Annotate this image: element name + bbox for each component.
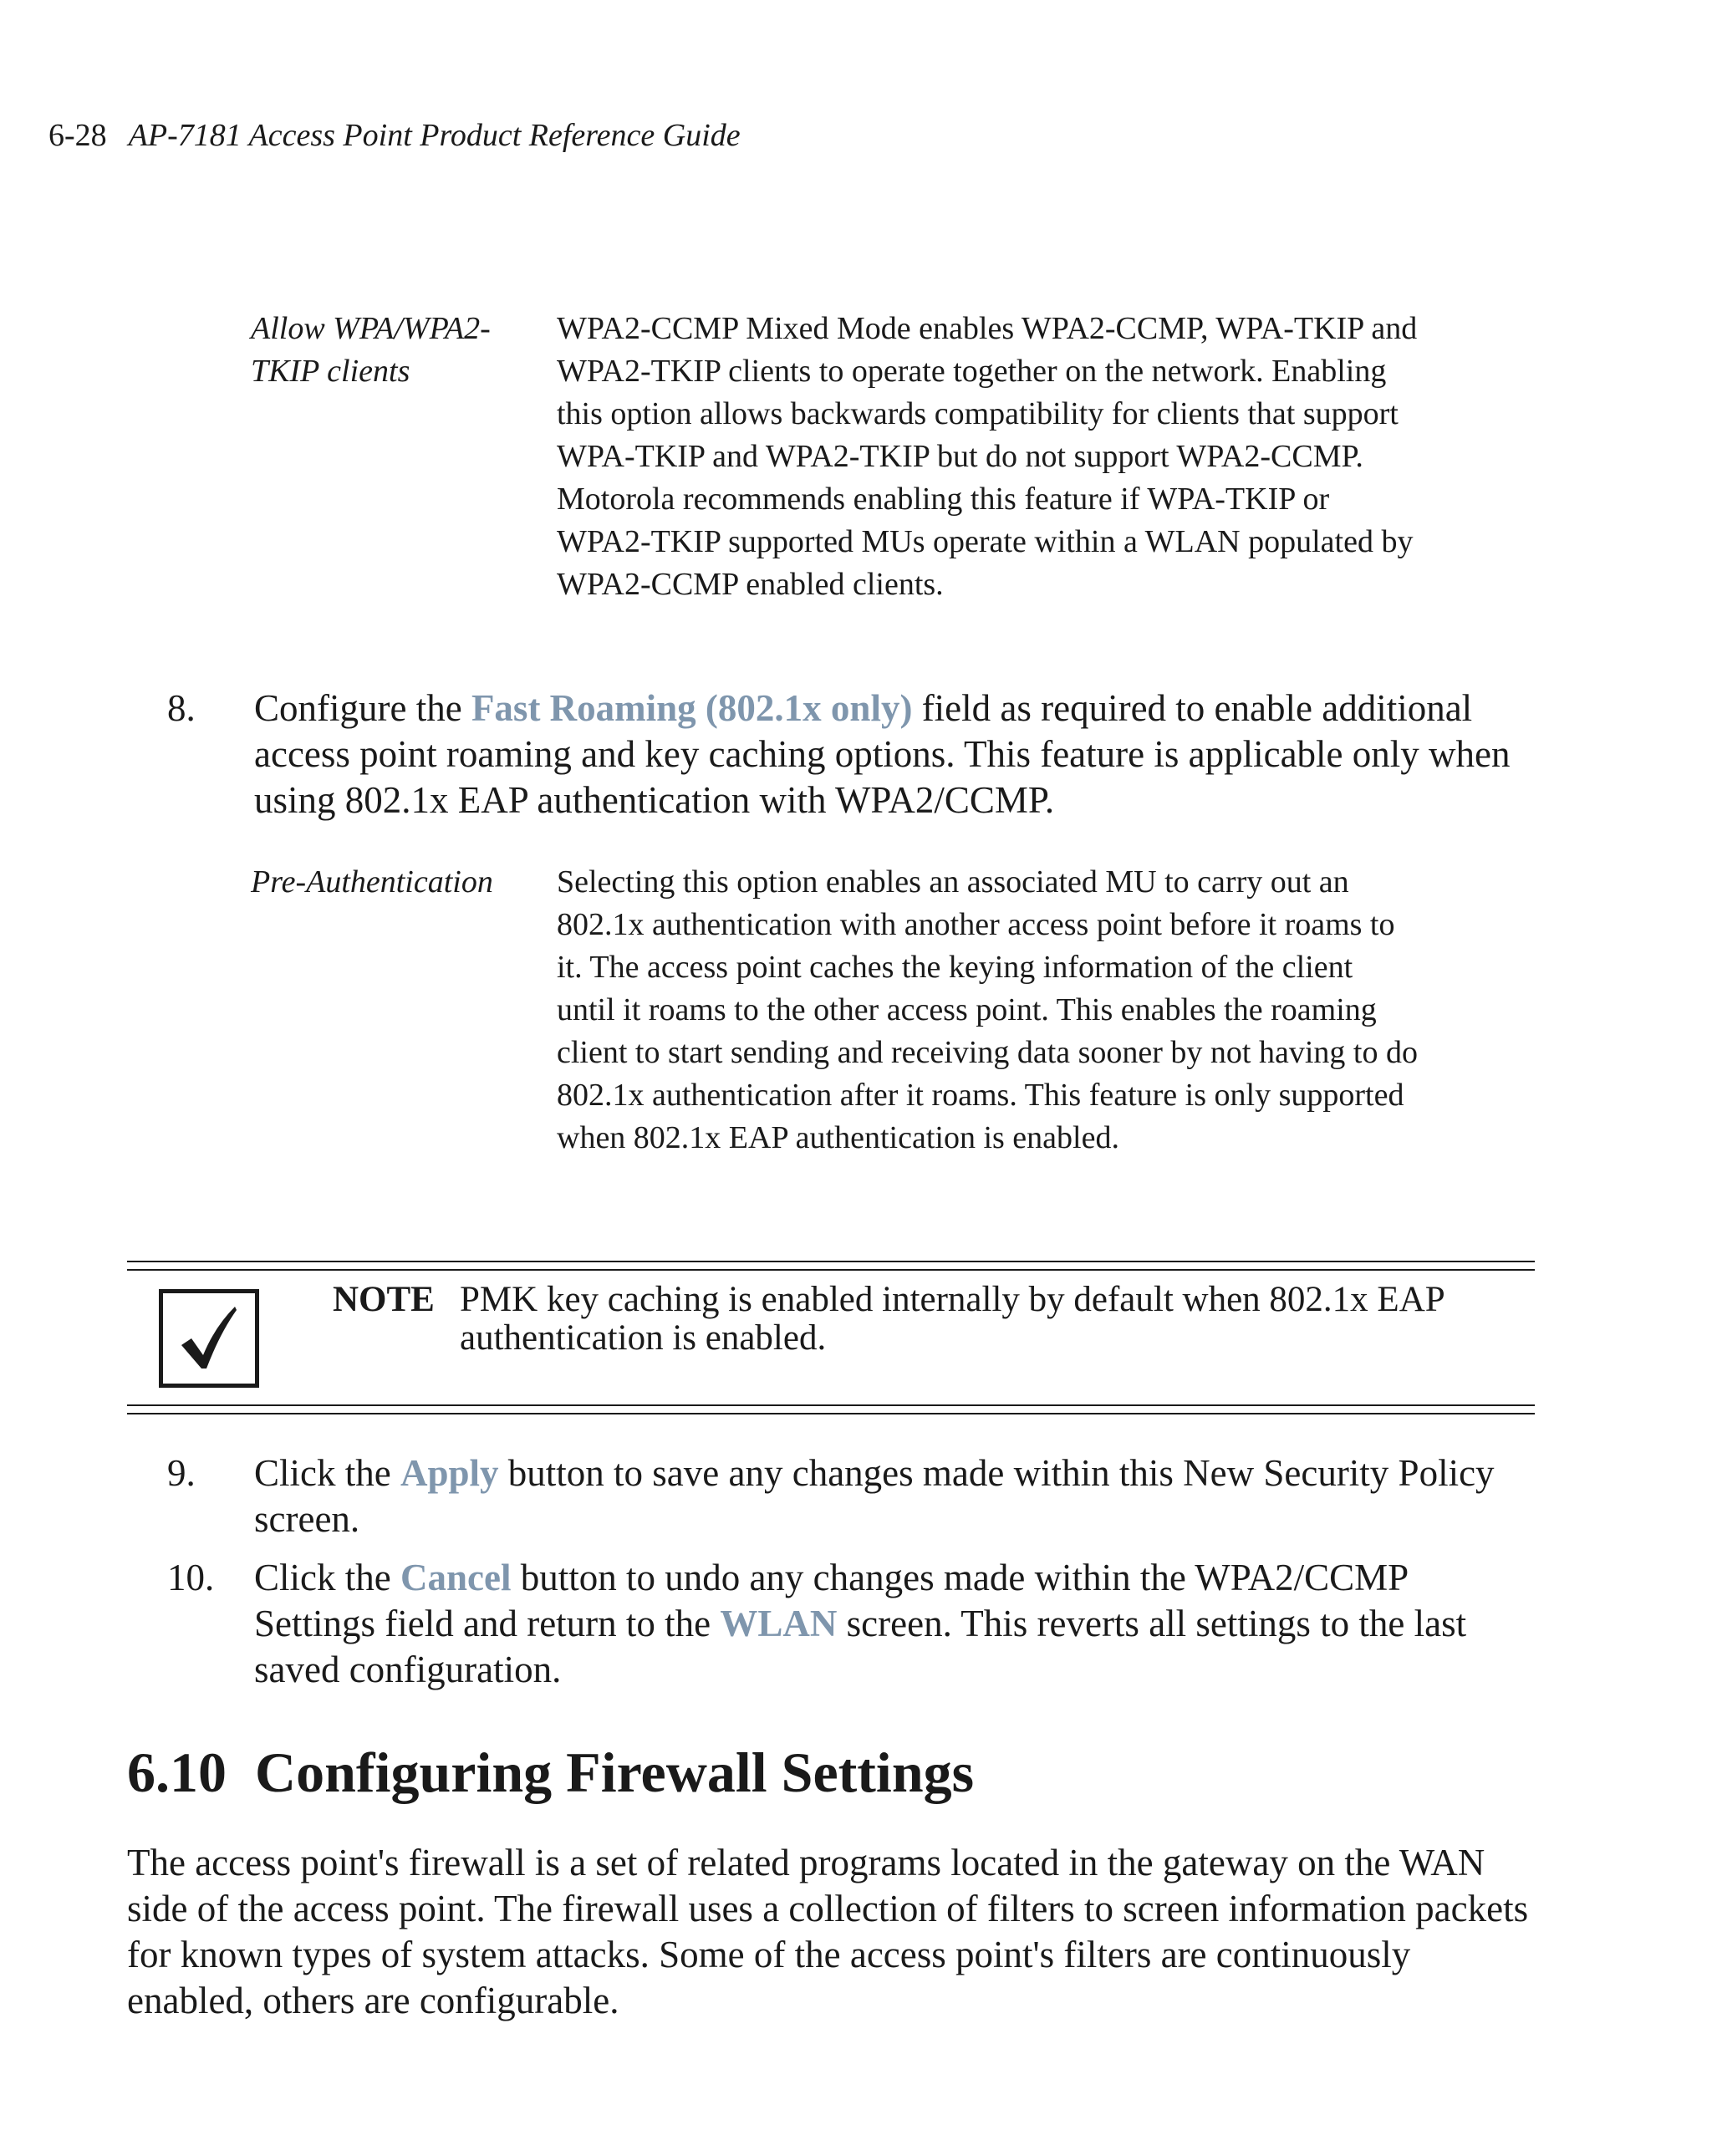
step-text: Configure the Fast Roaming (802.1x only) field as required to enable additional access point roaming and key caching options. This feature is applicable only when using 802.1x EAP authentication with WPA2/CCMP. [254, 687, 1511, 821]
definition-pre-authentication [251, 861, 1463, 1160]
step-8 [167, 686, 1538, 823]
step-number: 10. [167, 1557, 215, 1598]
fast-roaming-reference[interactable]: Fast Roaming (802.1x only) [471, 687, 913, 729]
cancel-reference[interactable]: Cancel [400, 1557, 512, 1598]
section-number: 6.10 [127, 1741, 227, 1804]
step-number: 8. [167, 687, 196, 729]
checkmark-icon [159, 1289, 259, 1388]
definition-description: Selecting this option enables an associated MU to carry out an 802.1x authentication with another access point before it roams to it. The access point caches the keying information of the client until it roams to the other access point. This enables the roaming client to start sending and receiving data sooner by not having to do 802.1x authentication after it roams. This feature is only supported when 802.1x EAP authentication is enabled. [557, 864, 1418, 1155]
divider [127, 1269, 1535, 1271]
step-text: Click the Apply button to save any changes made within this New Security Policy screen. [254, 1452, 1495, 1540]
note-text: PMK key caching is enabled internally by default when 802.1x EAP authentication is enabled. [460, 1280, 1444, 1358]
step-10 [167, 1555, 1538, 1693]
apply-reference[interactable]: Apply [400, 1452, 499, 1494]
divider [127, 1404, 1535, 1406]
guide-title: AP-7181 Access Point Product Reference Guide [128, 118, 741, 153]
definition-term: Pre-Authentication [251, 864, 493, 900]
definition-term: Allow WPA/WPA2-TKIP clients [251, 311, 491, 389]
divider [127, 1413, 1535, 1414]
divider [127, 1261, 1535, 1262]
wlan-reference[interactable]: WLAN [720, 1603, 838, 1644]
step-number: 9. [167, 1452, 196, 1494]
note-label: NOTE [333, 1280, 435, 1319]
page-number: 6-28 [48, 118, 107, 153]
section-title: Configuring Firewall Settings [255, 1741, 975, 1804]
page-header [48, 117, 741, 154]
step-9 [167, 1450, 1538, 1542]
step-text: Click the Cancel button to undo any changes made within the WPA2/CCMP Settings field and return to the WLAN screen. This reverts all settings to the last saved configuration. [254, 1557, 1467, 1690]
section-heading [127, 1739, 974, 1806]
note-box [127, 1261, 1535, 1409]
section-paragraph: The access point's firewall is a set of related programs located in the gateway on the WAN side of the access point. The firewall uses a collection of filters to screen information packets for known types of system attacks. Some of the access point's filters are continuously enabled, others are configurable. [127, 1842, 1529, 2021]
definition-description: WPA2-CCMP Mixed Mode enables WPA2-CCMP, WPA-TKIP and WPA2-TKIP clients to operate together on the network. Enabling this option allows backwards compatibility for clients that support WPA-TKIP and WPA2-TKIP but do not support WPA2-CCMP. Motorola recommends enabling this feature if WPA-TKIP or WPA2-TKIP supported MUs operate within a WLAN populated by WPA2-CCMP enabled clients. [557, 311, 1418, 602]
definition-allow-tkip [251, 308, 1463, 606]
